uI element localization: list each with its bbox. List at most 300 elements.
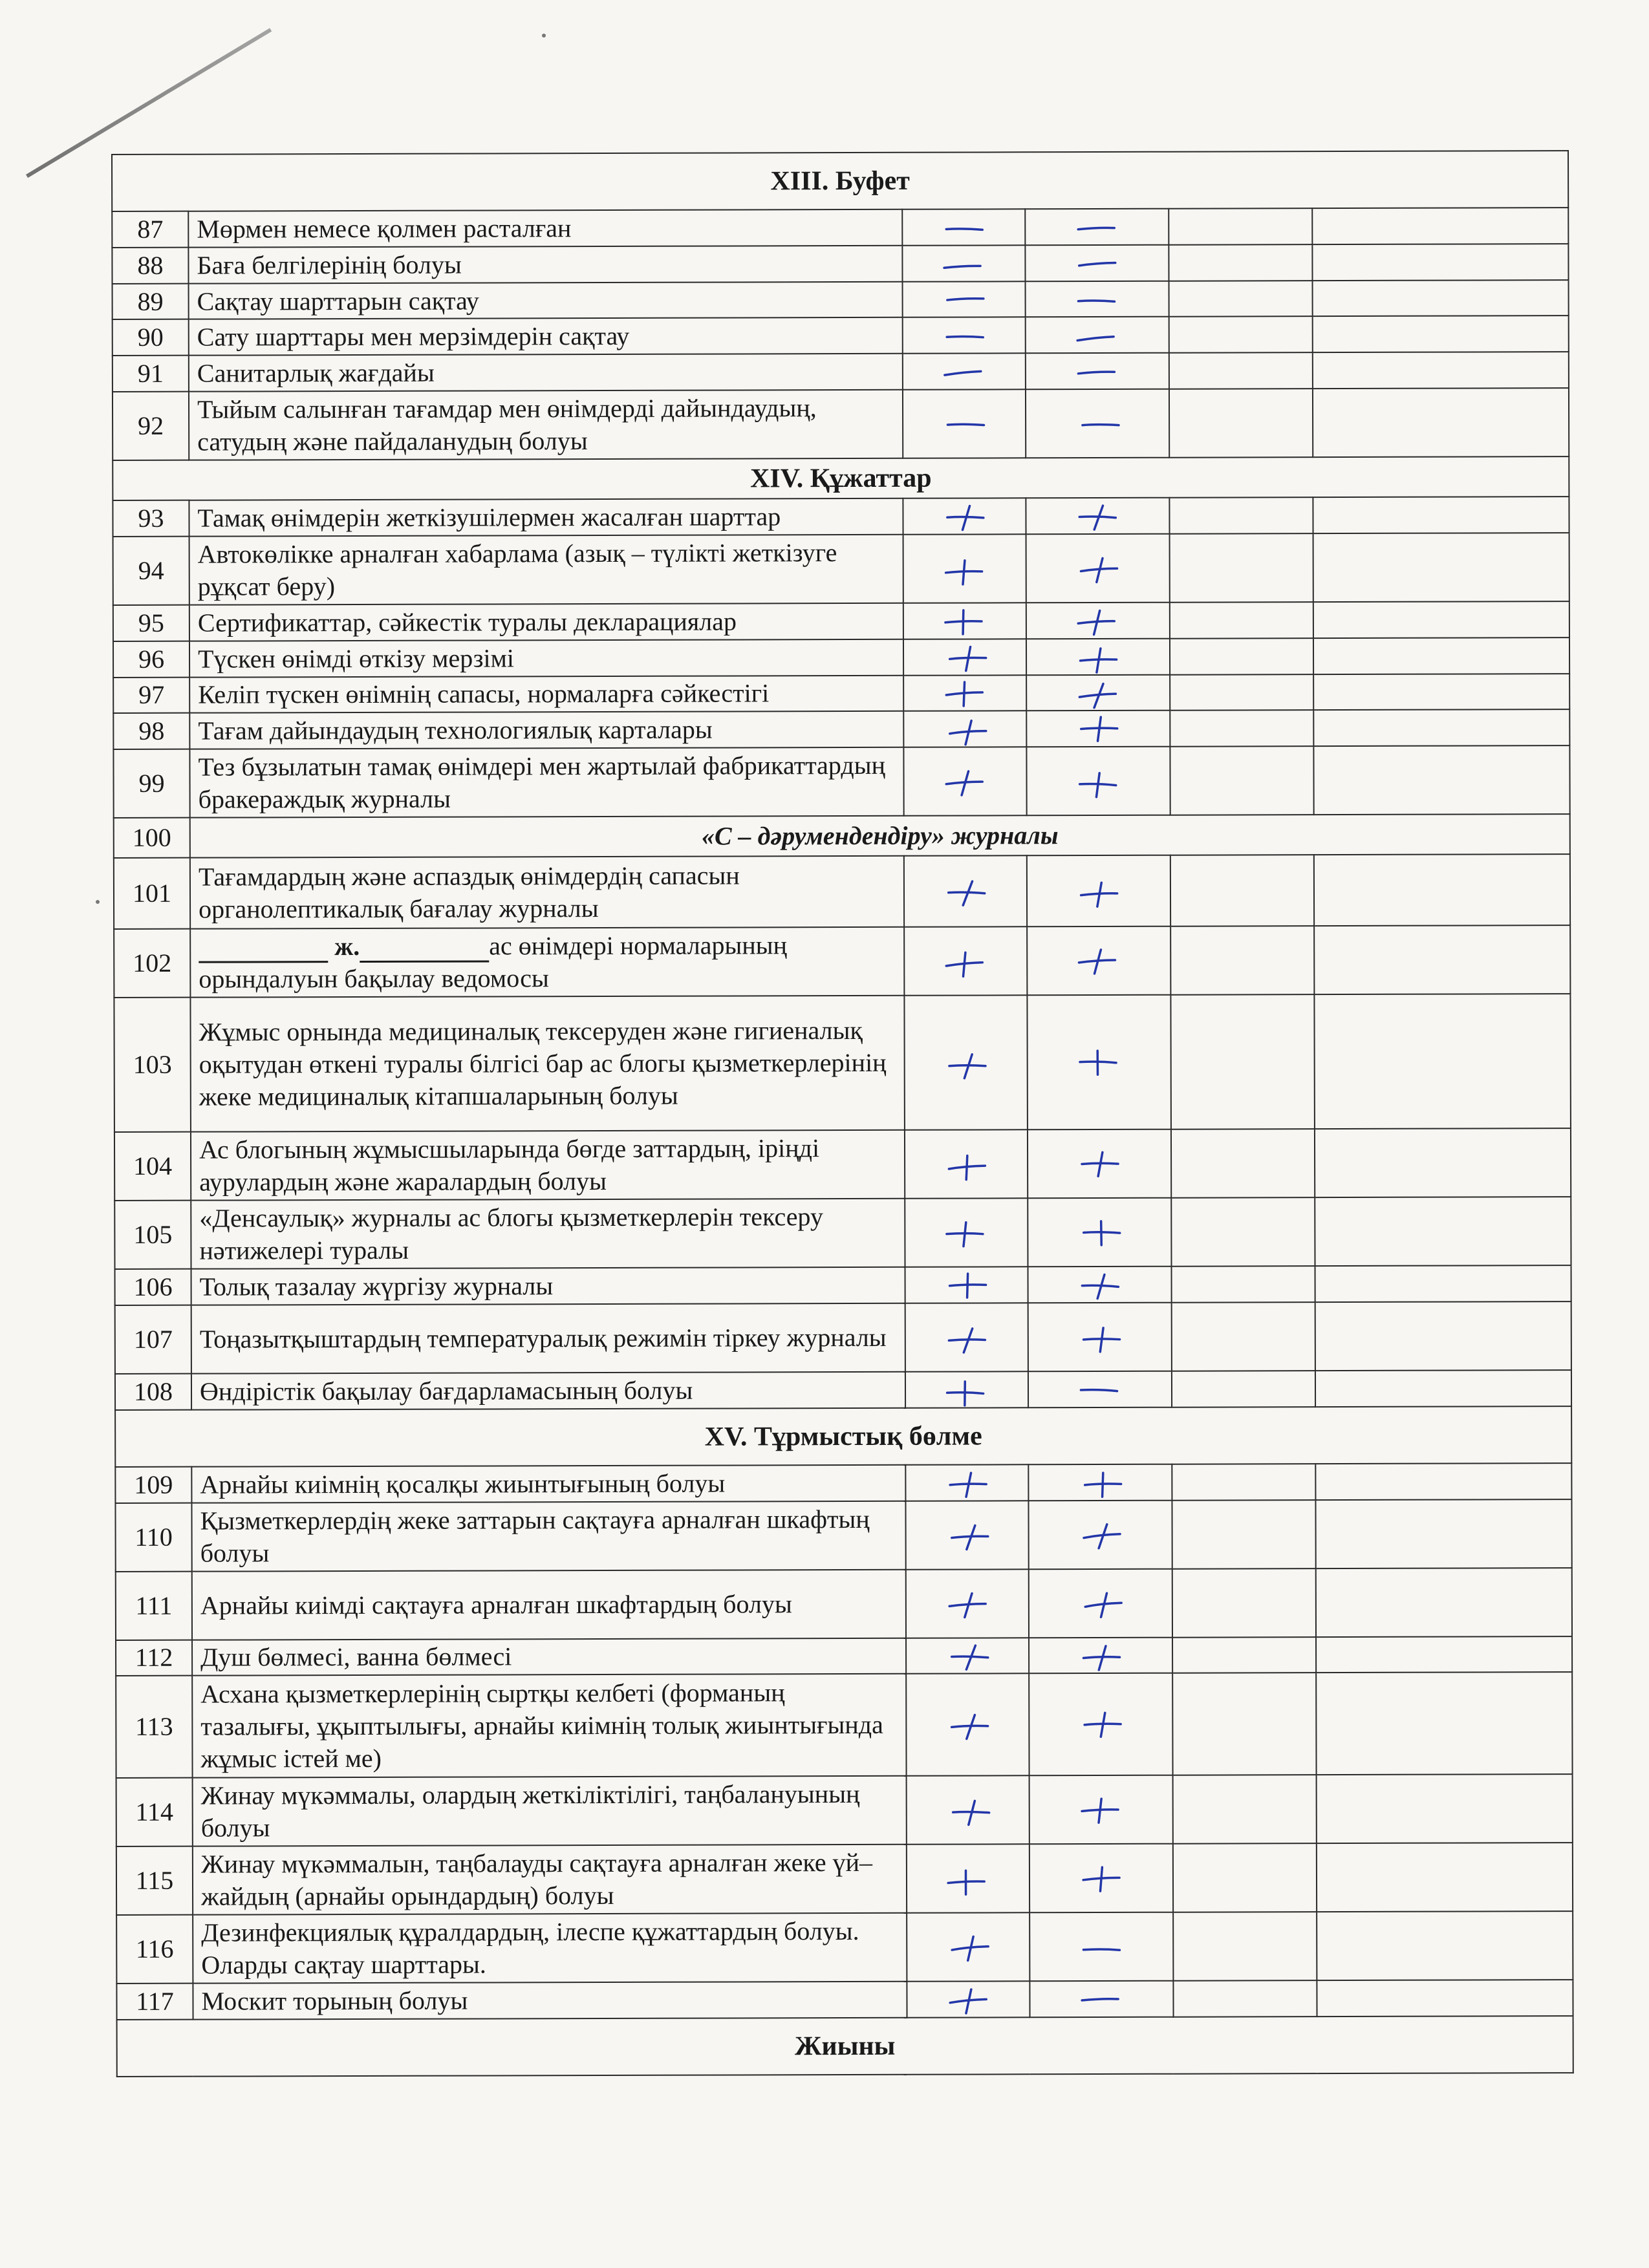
handwritten-plus-icon [1069, 714, 1127, 746]
empty-cell[interactable] [1172, 1266, 1315, 1302]
handwritten-minus-icon [1072, 1984, 1130, 2017]
ink-stroke-vertical [963, 610, 964, 634]
ink-stroke-horizontal [1079, 262, 1116, 265]
handwritten-plus-icon [1069, 641, 1127, 674]
handwritten-plus-icon [938, 1710, 997, 1742]
row-text: Жұмыс орнында медициналық тексеруден және гигиеналық оқытудан өткені туралы білгісі бар ас блогы қызметкерлерінің жеке медициналық кітапшаларының болуы [190, 996, 905, 1132]
mark-cell-2[interactable] [1028, 1198, 1171, 1267]
handwritten-plus-icon [937, 1149, 995, 1181]
handwritten-plus-icon [938, 1270, 996, 1302]
empty-cell[interactable] [1313, 745, 1569, 815]
empty-cell[interactable] [1313, 388, 1569, 457]
handwritten-plus-icon [939, 1985, 997, 2017]
row-text: Қызметкерлердің жеке заттарын сақтауға арналған шкафтың болуы [191, 1501, 905, 1571]
empty-cell[interactable] [1314, 994, 1571, 1129]
handwritten-plus-icon [936, 606, 994, 638]
ink-stroke-vertical [963, 561, 965, 584]
row-number: 94 [113, 537, 189, 605]
mark-cell-1[interactable] [903, 389, 1026, 458]
handwritten-plus-icon [1070, 1047, 1128, 1080]
handwritten-plus-icon [1072, 1519, 1130, 1552]
empty-cell[interactable] [1313, 637, 1569, 674]
empty-cell[interactable] [1169, 497, 1313, 533]
row-number: 97 [113, 677, 189, 713]
ink-stroke-horizontal [1077, 337, 1114, 341]
empty-cell[interactable] [1315, 1265, 1571, 1302]
mark-cell-1[interactable] [906, 1638, 1029, 1674]
row-text-rest: ас өнімдері нормаларының орындалуын бақылау ведомосы [199, 930, 788, 994]
mark-cell-2[interactable] [1026, 638, 1170, 674]
handwritten-minus-icon [935, 356, 993, 389]
mark-cell-1[interactable] [903, 498, 1026, 534]
mark-cell-2[interactable] [1026, 281, 1169, 317]
ink-stroke-horizontal [1081, 1389, 1117, 1391]
handwritten-minus-icon [1068, 320, 1126, 352]
row-number: 106 [115, 1269, 191, 1305]
row-number: 96 [113, 641, 189, 677]
row-number: 103 [114, 998, 191, 1132]
mark-cell-1[interactable] [906, 1569, 1029, 1638]
handwritten-plus-icon [1071, 1322, 1129, 1354]
mark-cell-2[interactable] [1029, 1981, 1173, 2017]
mark-cell-2[interactable] [1025, 209, 1169, 245]
handwritten-minus-icon [1068, 212, 1126, 244]
row-text-label: ж. [334, 932, 360, 961]
empty-cell[interactable] [1313, 316, 1569, 353]
mark-cell-1[interactable] [903, 639, 1026, 675]
ink-stroke-vertical [963, 952, 965, 976]
mark-cell-2[interactable] [1027, 855, 1170, 927]
table-row [116, 1568, 1572, 1640]
row-text: Тез бұзылатын тамақ өнімдері мен жартылай фабрикаттардың бракераждық журналы [189, 747, 903, 818]
handwritten-minus-icon [1071, 1375, 1129, 1407]
table-row [113, 533, 1569, 605]
table-row [114, 1128, 1571, 1201]
row-number: 113 [116, 1676, 192, 1778]
mark-cell-2[interactable] [1026, 498, 1169, 534]
empty-cell[interactable] [1172, 1568, 1316, 1638]
handwritten-plus-icon [1071, 1270, 1129, 1302]
mark-cell-2[interactable] [1026, 534, 1170, 603]
row-number: 95 [113, 605, 189, 641]
mark-cell-1[interactable] [902, 209, 1025, 245]
mark-cell-2[interactable] [1029, 1912, 1173, 1982]
empty-cell[interactable] [1172, 1500, 1315, 1569]
ink-stroke-vertical [1100, 1867, 1102, 1891]
ink-stroke-vertical [1096, 773, 1099, 797]
empty-cell[interactable] [1315, 1463, 1571, 1500]
mark-cell-1[interactable] [905, 1303, 1028, 1371]
row-number: 108 [115, 1374, 191, 1410]
table-row [114, 994, 1571, 1132]
mark-cell-1[interactable] [903, 747, 1026, 815]
empty-cell[interactable] [1314, 925, 1570, 994]
empty-cell[interactable] [1313, 674, 1569, 711]
row-text: Баға белгілерінің болуы [188, 246, 902, 284]
row-number: 102 [114, 929, 190, 998]
empty-cell[interactable] [1313, 533, 1569, 602]
empty-cell[interactable] [1170, 533, 1313, 603]
empty-cell[interactable] [1313, 352, 1569, 389]
mark-cell-2[interactable] [1028, 1129, 1171, 1199]
handwritten-minus-icon [935, 321, 993, 353]
mark-cell-1[interactable] [904, 926, 1027, 995]
handwritten-minus-icon [1068, 284, 1126, 316]
row-text: Москит торының болуы [193, 1982, 907, 2020]
empty-cell[interactable] [1172, 1371, 1315, 1407]
mark-cell-2[interactable] [1029, 1673, 1172, 1776]
empty-cell[interactable] [1317, 1774, 1573, 1843]
row-text: Дезинфекциялық құралдардың, ілеспе құжаттардың болуы. Оларды сақтау шарттары. [193, 1913, 907, 1984]
row-number: 89 [113, 283, 189, 319]
handwritten-plus-icon [938, 1468, 996, 1500]
empty-cell[interactable] [1314, 854, 1570, 926]
row-text: «Денсаулық» журналы ас блогы қызметкерлерін тексеру нәтижелері туралы [191, 1199, 905, 1269]
empty-cell[interactable] [1313, 280, 1569, 317]
mark-cell-1[interactable] [903, 281, 1026, 317]
row-number: 104 [114, 1132, 191, 1201]
handwritten-plus-icon [938, 1322, 996, 1354]
table-row [114, 925, 1570, 998]
ink-stroke-horizontal [947, 299, 984, 300]
table-row [115, 1463, 1571, 1503]
empty-cell[interactable] [1315, 1197, 1571, 1266]
row-number: 115 [116, 1846, 193, 1915]
handwritten-plus-icon [937, 1047, 995, 1080]
mark-cell-2[interactable] [1029, 1568, 1172, 1638]
empty-cell[interactable] [1316, 1568, 1572, 1637]
mark-cell-1[interactable] [903, 317, 1026, 354]
table-row [113, 709, 1569, 749]
empty-cell[interactable] [1172, 1464, 1315, 1500]
mark-cell-1[interactable] [907, 1913, 1029, 1982]
empty-cell[interactable] [1170, 926, 1314, 995]
mark-cell-2[interactable] [1028, 1464, 1172, 1500]
section-header-row [112, 151, 1568, 211]
row-text: Жинау мүкәммалы, олардың жеткіліктілігі, таңбалануының болуы [193, 1776, 907, 1846]
mark-cell-2[interactable] [1026, 711, 1170, 747]
handwritten-minus-icon [934, 212, 993, 244]
handwritten-plus-icon [937, 1217, 995, 1250]
table-row [112, 208, 1568, 248]
table-row [113, 637, 1569, 678]
empty-cell[interactable] [1312, 244, 1568, 281]
mark-cell-1[interactable] [905, 1198, 1028, 1267]
mark-cell-1[interactable] [903, 354, 1026, 390]
empty-cell[interactable] [1170, 602, 1313, 638]
handwritten-plus-icon [1072, 1709, 1130, 1742]
row-number: 110 [115, 1503, 191, 1571]
row-number: 105 [114, 1201, 191, 1269]
row-text: Тоңазытқыштардың температуралық режимін тіркеу журналы [191, 1303, 905, 1374]
row-text: Асхана қызметкерлерінің сыртқы келбеті (форманың тазалығы, ұқыптылығы, арнайы киімнің толық жиынтығында жұмыс істей ме) [192, 1674, 906, 1778]
row-number: 111 [116, 1571, 192, 1640]
empty-cell[interactable] [1313, 601, 1569, 638]
row-text [190, 927, 904, 998]
empty-cell[interactable] [1169, 208, 1312, 244]
handwritten-plus-icon [1070, 876, 1128, 908]
table-row [113, 674, 1569, 714]
row-text: Сертификаттар, сәйкестік туралы декларациялар [189, 603, 903, 641]
row-text: Мөрмен немесе қолмен расталған [188, 209, 902, 248]
mark-cell-1[interactable] [907, 1845, 1029, 1913]
mark-cell-2[interactable] [1027, 926, 1170, 996]
section-header-row [113, 456, 1569, 500]
table-row [115, 1499, 1571, 1572]
table-row [112, 244, 1568, 284]
row-text: Келіп түскен өнімнің сапасы, нормаларға сәйкестігі [189, 675, 903, 713]
table-row [116, 1774, 1573, 1846]
mark-cell-1[interactable] [906, 1674, 1029, 1776]
ink-stroke-vertical [1099, 1799, 1101, 1823]
table-row [115, 1370, 1571, 1410]
handwritten-plus-icon [1069, 553, 1127, 586]
ink-stroke-vertical [964, 682, 965, 706]
ink-stroke-vertical [1100, 1328, 1103, 1352]
handwritten-plus-icon [1071, 1467, 1129, 1499]
mark-cell-2[interactable] [1028, 1371, 1172, 1407]
row-number: 116 [116, 1915, 193, 1984]
table-row [113, 280, 1569, 320]
table-row [115, 1265, 1571, 1305]
empty-cell[interactable] [1169, 281, 1313, 317]
empty-cell[interactable] [1172, 1673, 1316, 1776]
empty-cell[interactable] [1170, 746, 1313, 815]
mark-cell-2[interactable] [1027, 995, 1171, 1130]
ink-stroke-horizontal [1078, 372, 1114, 374]
scan-speck [542, 34, 546, 37]
empty-cell[interactable] [1313, 709, 1569, 746]
empty-cell[interactable] [1170, 638, 1313, 674]
mark-cell-1[interactable] [905, 1501, 1028, 1569]
mark-cell-1[interactable] [905, 1267, 1028, 1303]
mark-cell-2[interactable] [1026, 317, 1169, 353]
row-text: Сақтау шарттарын сақтау [189, 281, 903, 319]
table-row [113, 497, 1569, 537]
empty-cell[interactable] [1169, 352, 1313, 389]
handwritten-plus-icon [936, 766, 994, 798]
blank-fill-line [199, 937, 328, 963]
total-label: Жиыны [117, 2016, 1573, 2077]
table-row [113, 601, 1569, 641]
empty-cell[interactable] [1317, 1843, 1573, 1912]
mark-cell-2[interactable] [1026, 603, 1170, 639]
row-text: Ас блогының жұмысшыларында бөгде заттардың, іріңді аурулардың және жаралардың болуы [191, 1130, 905, 1201]
scan-speck [96, 900, 100, 904]
empty-cell[interactable] [1173, 1844, 1317, 1913]
blank-fill-line [360, 937, 489, 963]
row-number: 101 [114, 858, 190, 929]
empty-cell[interactable] [1170, 710, 1313, 746]
empty-cell[interactable] [1172, 1637, 1316, 1673]
handwritten-plus-icon [936, 642, 994, 674]
mark-cell-2[interactable] [1029, 1637, 1172, 1673]
handwritten-plus-icon [936, 678, 994, 711]
empty-cell[interactable] [1169, 389, 1313, 458]
row-text: Автокөлікке арналған хабарлама (азық – түлікті жеткізуге рұқсат беру) [189, 535, 903, 605]
table-row [113, 316, 1569, 356]
row-text: Жинау мүкәммалын, таңбалауды сақтауға арналған жеке үй–жайдың (арнайы орындардың) болуы [193, 1845, 907, 1915]
handwritten-plus-icon [1072, 1640, 1130, 1673]
handwritten-minus-icon [1068, 356, 1126, 389]
handwritten-plus-icon [1069, 678, 1127, 710]
row-text: Сату шарттары мен мерзімдерін сақтау [189, 317, 903, 356]
row-text: Түскен өнімді өткізу мерзімі [189, 639, 903, 677]
empty-cell[interactable] [1317, 1911, 1573, 1980]
handwritten-plus-icon [935, 501, 993, 533]
ink-stroke-vertical [1101, 1221, 1102, 1245]
section-title: XIII. Буфет [112, 151, 1568, 211]
mark-cell-2[interactable] [1026, 747, 1170, 816]
table-row [113, 388, 1569, 460]
empty-cell[interactable] [1313, 497, 1569, 533]
handwritten-minus-icon [1068, 248, 1126, 281]
empty-cell[interactable] [1315, 1301, 1571, 1371]
handwritten-plus-icon [1069, 766, 1127, 798]
handwritten-minus-icon [1072, 1932, 1130, 1964]
handwritten-minus-icon [935, 284, 993, 317]
empty-cell[interactable] [1316, 1636, 1572, 1673]
empty-cell[interactable] [1169, 244, 1312, 281]
empty-cell[interactable] [1173, 1775, 1317, 1845]
row-text: Тағам дайындаудың технологиялық карталары [189, 711, 903, 749]
mark-cell-1[interactable] [903, 711, 1026, 747]
checklist-sheet [111, 150, 1573, 2077]
empty-cell[interactable] [1171, 1197, 1315, 1267]
mark-cell-2[interactable] [1026, 353, 1169, 389]
table-row [113, 352, 1569, 392]
mark-cell-1[interactable] [904, 995, 1028, 1129]
handwritten-plus-icon [936, 876, 995, 908]
mark-cell-2[interactable] [1029, 1844, 1173, 1913]
handwritten-minus-icon [934, 248, 993, 281]
empty-cell[interactable] [1312, 208, 1568, 244]
row-text: Толық тазалау жүргізу журналы [191, 1267, 905, 1305]
table-row [116, 1980, 1573, 2020]
ink-stroke-vertical [1097, 717, 1101, 741]
handwritten-plus-icon [1068, 501, 1126, 533]
empty-cell[interactable] [1315, 1499, 1571, 1568]
handwritten-plus-icon [939, 1932, 997, 1965]
mark-cell-2[interactable] [1028, 1267, 1172, 1303]
row-number: 87 [112, 211, 188, 248]
table-row [116, 1843, 1573, 1915]
mark-cell-2[interactable] [1025, 245, 1169, 281]
ink-stroke-vertical [966, 1156, 967, 1180]
row-number: 100 [114, 818, 190, 858]
handwritten-plus-icon [1072, 1795, 1130, 1827]
ink-stroke-horizontal [944, 266, 980, 268]
row-number: 88 [112, 248, 188, 284]
row-text: Арнайы киімді сақтауға арналған шкафтардың болуы [192, 1569, 906, 1640]
table-row [113, 745, 1569, 818]
table-row [114, 814, 1570, 858]
row-number: 92 [113, 392, 189, 460]
handwritten-plus-icon [1070, 946, 1128, 978]
mark-cell-2[interactable] [1026, 389, 1169, 458]
table-row [114, 1197, 1571, 1269]
mark-cell-1[interactable] [907, 1776, 1029, 1845]
ink-stroke-horizontal [947, 424, 984, 425]
ink-stroke-horizontal [1078, 301, 1114, 302]
empty-cell[interactable] [1317, 1980, 1573, 2017]
handwritten-plus-icon [1070, 1149, 1128, 1181]
mark-cell-2[interactable] [1028, 1303, 1172, 1372]
table-row [114, 854, 1570, 929]
row-number: 109 [115, 1466, 191, 1503]
mark-cell-2[interactable] [1026, 674, 1170, 711]
row-number: 99 [113, 749, 189, 818]
empty-cell[interactable] [1315, 1370, 1571, 1407]
handwritten-plus-icon [939, 1864, 997, 1896]
handwritten-minus-icon [935, 409, 993, 441]
empty-cell[interactable] [1170, 994, 1315, 1129]
mark-cell-1[interactable] [905, 1129, 1028, 1198]
row-number: 93 [113, 500, 189, 537]
handwritten-plus-icon [1072, 1863, 1130, 1896]
ink-stroke-horizontal [945, 371, 981, 375]
mark-cell-1[interactable] [903, 675, 1026, 711]
mark-cell-1[interactable] [905, 1464, 1028, 1501]
mark-cell-1[interactable] [903, 534, 1026, 603]
ink-stroke-horizontal [946, 229, 982, 230]
row-number: 114 [116, 1778, 193, 1846]
empty-cell[interactable] [1170, 855, 1314, 926]
row-text: Тамақ өнімдерін жеткізушілермен жасалған шарттар [189, 498, 903, 537]
empty-cell[interactable] [1171, 1129, 1315, 1198]
empty-cell[interactable] [1172, 1302, 1315, 1371]
mark-cell-2[interactable] [1028, 1500, 1172, 1569]
handwritten-plus-icon [936, 714, 994, 747]
row-number: 98 [113, 713, 189, 749]
row-text: Арнайы киімнің қосалқы жиынтығының болуы [191, 1465, 905, 1503]
empty-cell[interactable] [1169, 317, 1313, 353]
handwritten-plus-icon [1069, 606, 1127, 638]
section-title: XIV. Құжаттар [113, 456, 1569, 500]
row-number: 117 [116, 1984, 193, 2020]
empty-cell[interactable] [1170, 674, 1313, 711]
table-row [115, 1301, 1571, 1374]
row-number: 107 [115, 1305, 191, 1374]
ink-stroke-horizontal [1078, 228, 1114, 229]
table-row [116, 1636, 1572, 1676]
mark-cell-1[interactable] [903, 603, 1026, 639]
empty-cell[interactable] [1315, 1128, 1571, 1197]
mark-cell-1[interactable] [905, 1371, 1028, 1407]
handwritten-plus-icon [936, 553, 994, 586]
mark-cell-1[interactable] [904, 855, 1027, 926]
checklist-table [111, 150, 1574, 2077]
journal-subheading: «С – дәрумендендіру» журналы [190, 814, 1570, 858]
empty-cell[interactable] [1173, 1912, 1317, 1982]
checklist-body [112, 151, 1573, 2077]
handwritten-plus-icon [938, 1641, 997, 1673]
mark-cell-1[interactable] [902, 245, 1025, 281]
mark-cell-1[interactable] [907, 1982, 1029, 2018]
row-text: Душ бөлмесі, ванна бөлмесі [192, 1638, 906, 1676]
ink-stroke-vertical [964, 1223, 966, 1246]
empty-cell[interactable] [1316, 1672, 1572, 1775]
handwritten-plus-icon [939, 1795, 997, 1828]
row-text: Өндірістік бақылау бағдарламасының болуы [191, 1372, 905, 1410]
handwritten-plus-icon [938, 1520, 997, 1552]
empty-cell[interactable] [1173, 1981, 1317, 2017]
row-text: Тағамдардың және аспаздық өнімдердің сапасын органолептикалық бағалау журналы [190, 856, 904, 929]
row-number: 91 [113, 356, 189, 392]
row-text: Санитарлық жағдайы [189, 354, 903, 392]
mark-cell-2[interactable] [1029, 1775, 1173, 1845]
section-title: XV. Тұрмыстық бөлме [115, 1406, 1571, 1467]
